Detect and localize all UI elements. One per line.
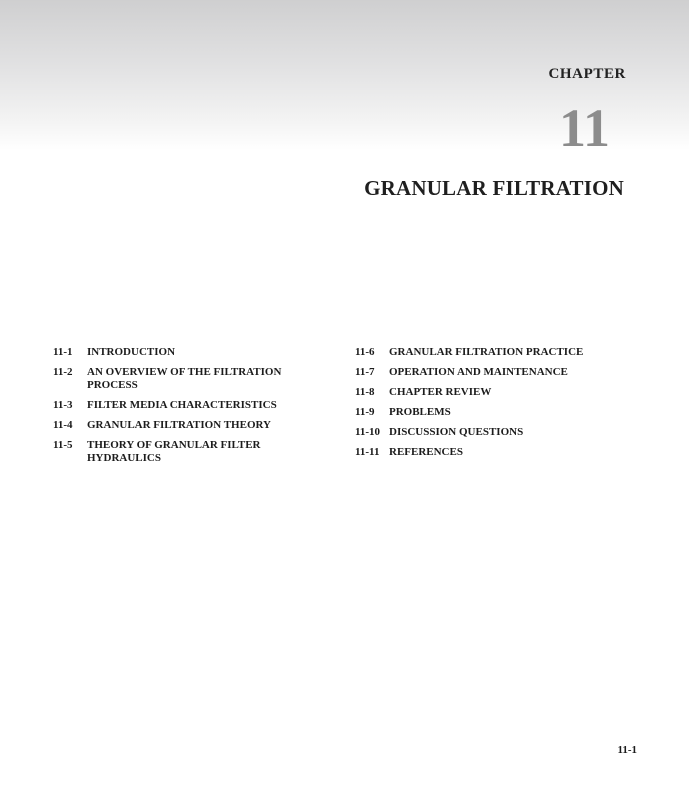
toc-item[interactable] (355, 426, 625, 439)
toc-item-title: INTRODUCTION (87, 346, 176, 358)
chapter-number: 11 (558, 98, 610, 158)
page-number: 11-1 (617, 744, 637, 756)
toc-item[interactable] (355, 346, 625, 359)
toc-item[interactable] (53, 346, 313, 359)
toc-item[interactable] (355, 386, 625, 399)
chapter-title: GRANULAR FILTRATION (364, 176, 624, 200)
toc-item[interactable] (355, 406, 625, 419)
chapter-label: CHAPTER (548, 66, 626, 82)
toc-item-title: FILTER MEDIA CHARACTERISTICS (87, 399, 277, 411)
toc-item-title: AN OVERVIEW OF THE FILTRATION PROCESS (87, 366, 282, 391)
toc-item-number: 11-3 (53, 399, 73, 411)
toc-item[interactable] (53, 419, 313, 432)
toc-item-number: 11-11 (355, 446, 380, 458)
toc-right-column (355, 346, 625, 466)
toc-item-number: 11-7 (355, 366, 375, 378)
toc-item-number: 11-4 (53, 419, 73, 431)
toc-item[interactable] (53, 399, 313, 412)
toc-item-title: GRANULAR FILTRATION PRACTICE (389, 346, 584, 358)
toc-item-title: OPERATION AND MAINTENANCE (389, 366, 568, 378)
toc-item[interactable] (355, 366, 625, 379)
toc-item-number: 11-2 (53, 366, 73, 378)
toc-item-title: REFERENCES (389, 446, 463, 458)
toc-left-column (53, 346, 313, 472)
toc-item[interactable] (53, 439, 313, 465)
toc-item-number: 11-8 (355, 386, 375, 398)
toc-item-number: 11-1 (53, 346, 73, 358)
toc-item-number: 11-9 (355, 406, 375, 418)
toc-item-title: PROBLEMS (389, 406, 451, 418)
toc-item-title: CHAPTER REVIEW (389, 386, 492, 398)
toc-item-title: DISCUSSION QUESTIONS (389, 426, 524, 438)
toc-item-title: THEORY OF GRANULAR FILTER HYDRAULICS (87, 439, 261, 464)
toc-item-number: 11-10 (355, 426, 381, 438)
toc-item-number: 11-5 (53, 439, 73, 451)
toc-item[interactable] (355, 446, 625, 459)
toc-item-number: 11-6 (355, 346, 375, 358)
toc-item-title: GRANULAR FILTRATION THEORY (87, 419, 271, 431)
toc-item[interactable] (53, 366, 313, 392)
